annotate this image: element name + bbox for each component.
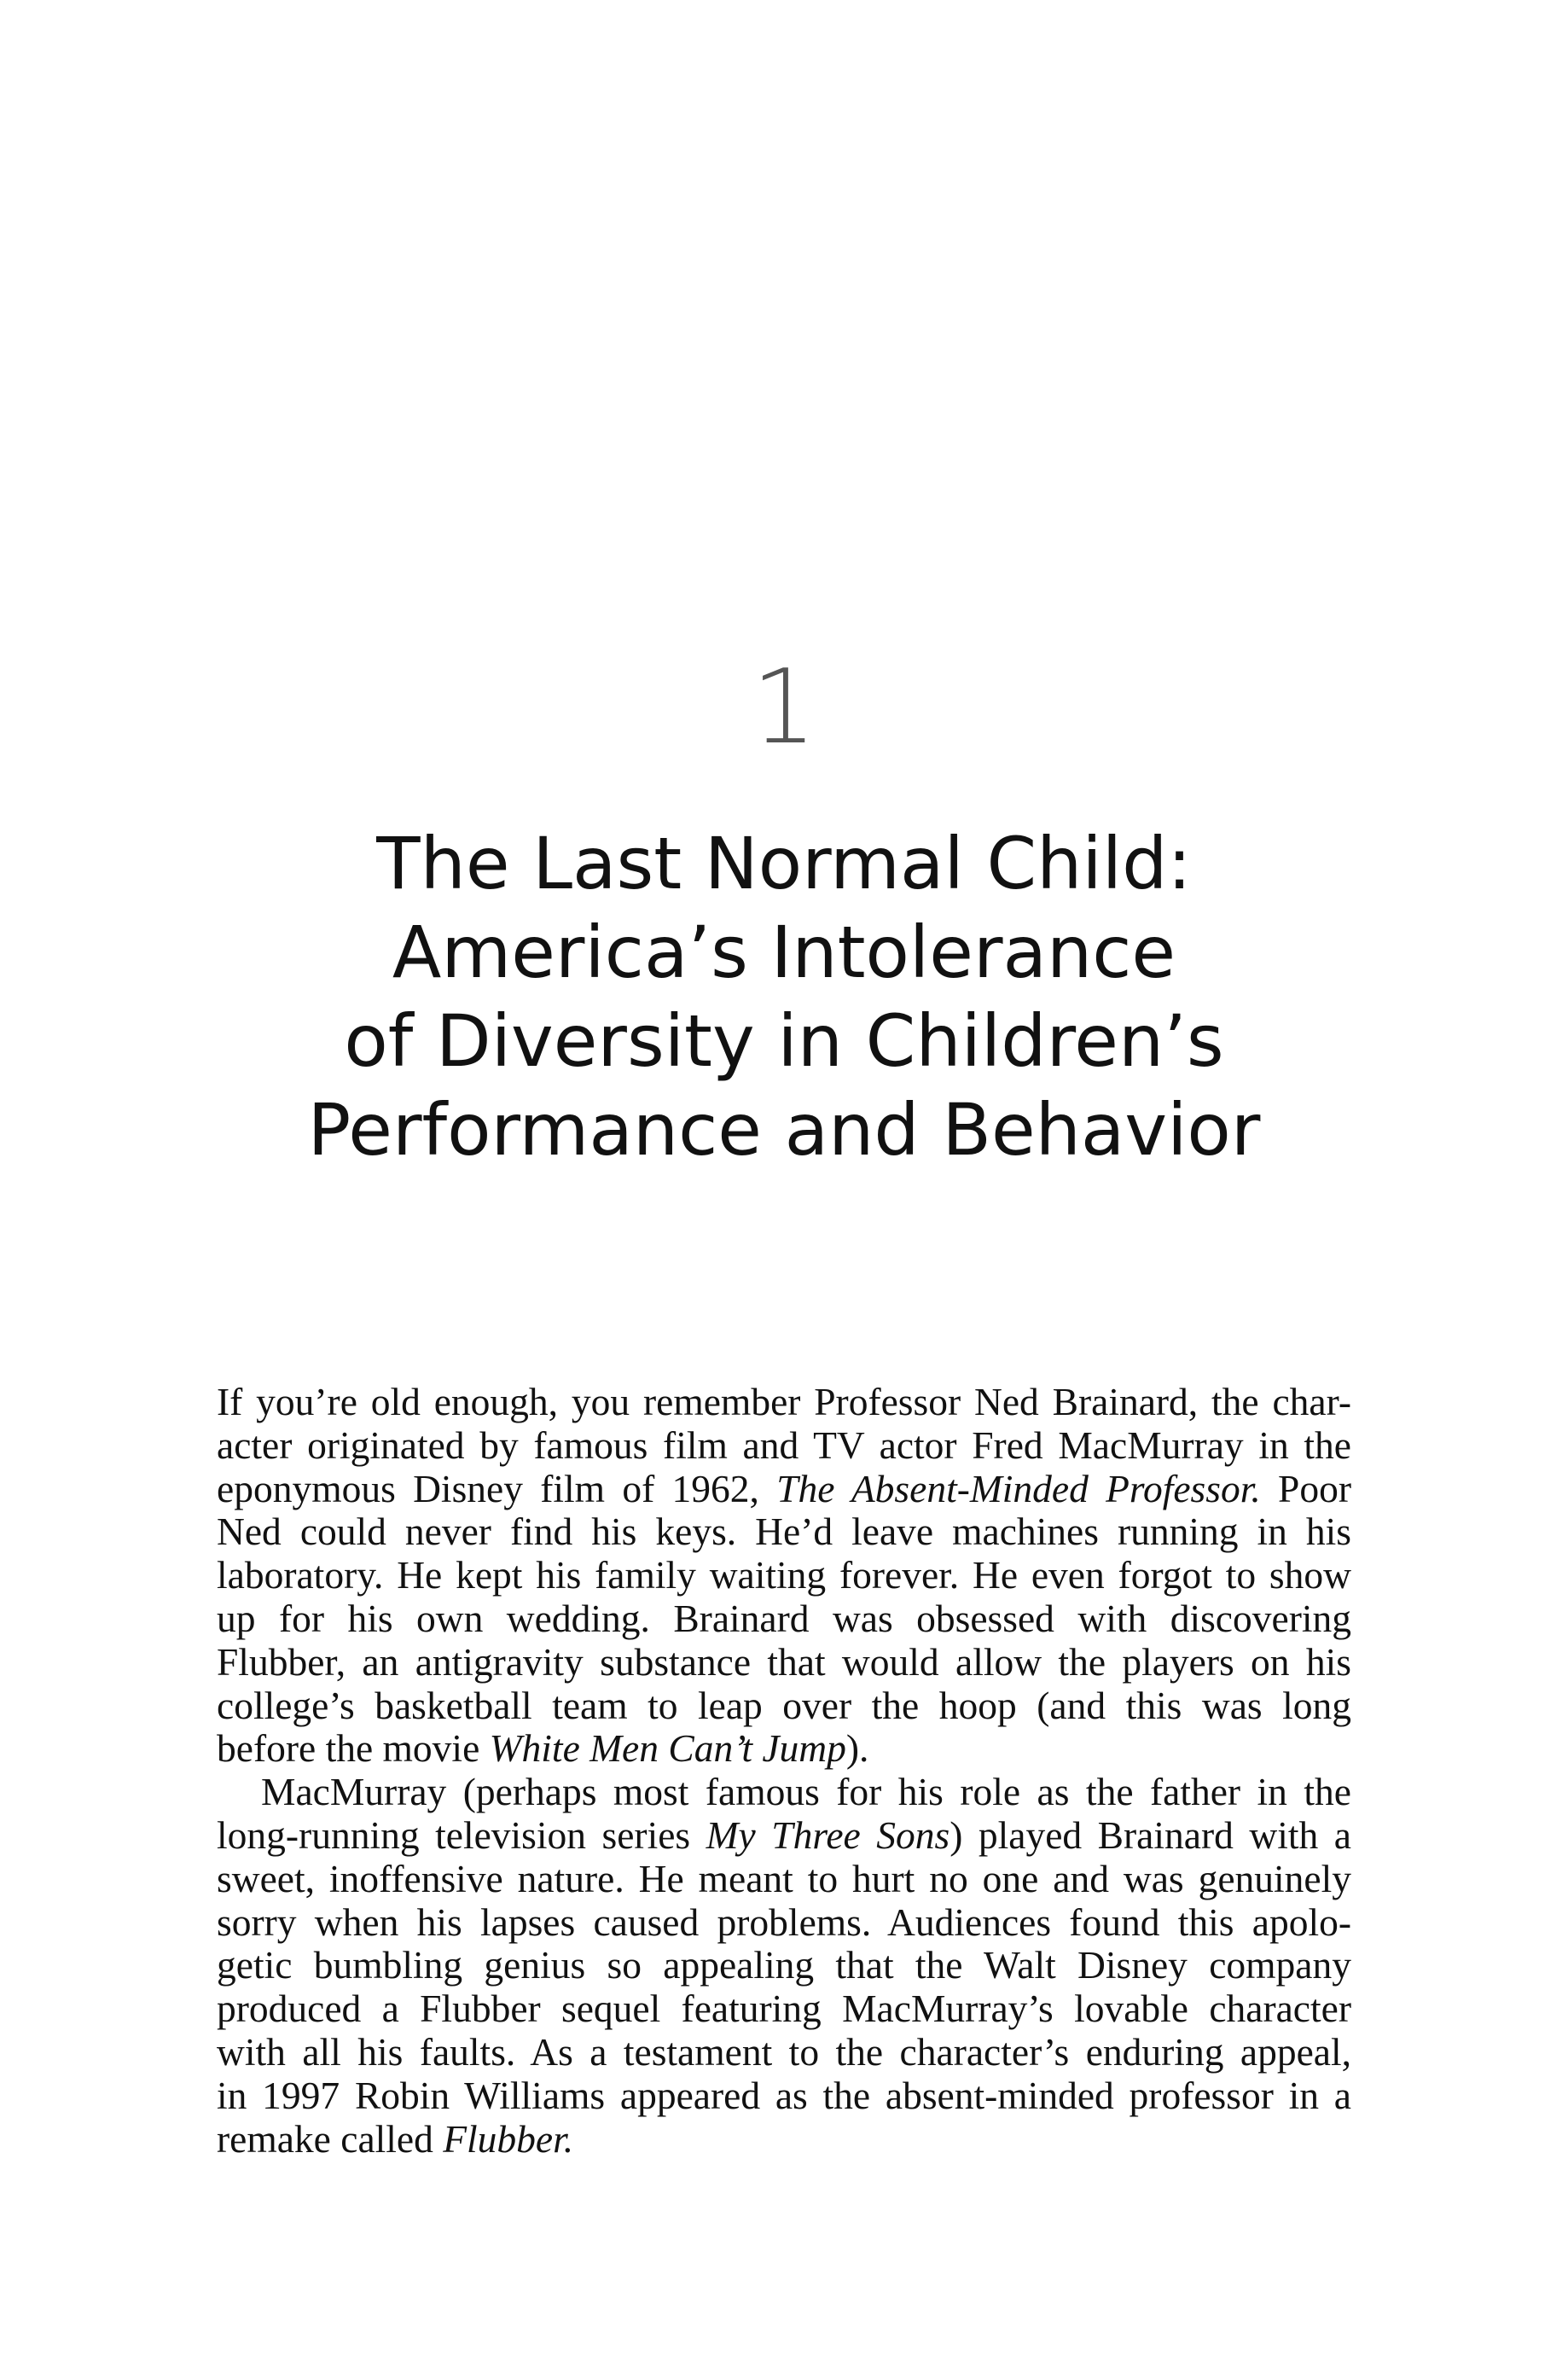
italic-title: My Three Sons bbox=[706, 1812, 950, 1857]
text-segment: MacMurray (perhaps most famous for his role as the father in the bbox=[261, 1770, 1351, 1814]
text-segment: Flubber, an antigravity substance that would allow the players on his bbox=[217, 1639, 1351, 1684]
chapter-title-line: The Last Normal Child: bbox=[376, 822, 1192, 905]
text-segment: sorry when his lapses caused problems. Audiences found this apolo- bbox=[217, 1900, 1351, 1944]
text-segment: college’s basketball team to leap over the hoop (and this was long bbox=[217, 1683, 1351, 1727]
text-line bbox=[217, 1987, 1351, 2031]
text-line bbox=[217, 1597, 1351, 1641]
text-segment: remake called bbox=[217, 2116, 444, 2161]
text-segment: sweet, inoffensive nature. He meant to hurt no one and was genuinely bbox=[217, 1856, 1351, 1900]
text-line bbox=[217, 1424, 1351, 1468]
text-line bbox=[217, 1381, 1351, 1424]
text-segment: laboratory. He kept his family waiting forever. He even forgot to show bbox=[217, 1553, 1351, 1597]
text-segment: with all his faults. As a testament to the character’s enduring appeal, bbox=[217, 2029, 1351, 2074]
chapter-title-line: Performance and Behavior bbox=[307, 1088, 1261, 1172]
text-segment: getic bumbling genius so appealing that the Walt Disney company bbox=[217, 1943, 1351, 1987]
paragraph-2 bbox=[217, 1771, 1351, 2161]
chapter-title bbox=[171, 819, 1397, 1174]
text-segment: If you’re old enough, you remember Professor Ned Brainard, the char- bbox=[217, 1380, 1351, 1423]
italic-title: Flubber. bbox=[443, 2116, 574, 2161]
chapter-title-line: of Diversity in Children’s bbox=[344, 999, 1224, 1083]
text-segment: eponymous Disney film of 1962, bbox=[217, 1466, 777, 1510]
chapter-title-line: America’s Intolerance bbox=[392, 911, 1176, 994]
text-line bbox=[217, 1901, 1351, 1945]
text-line bbox=[217, 2074, 1351, 2118]
text-line bbox=[217, 1468, 1351, 1511]
text-segment: ). bbox=[845, 1726, 869, 1771]
text-segment: produced a Flubber sequel featuring MacMurray’s lovable character bbox=[217, 1987, 1351, 2031]
text-segment: acter originated by famous film and TV actor Fred MacMurray in the bbox=[217, 1423, 1351, 1467]
text-line bbox=[217, 2031, 1351, 2074]
text-line bbox=[217, 1641, 1351, 1684]
text-line bbox=[217, 1554, 1351, 1597]
text-line bbox=[217, 1510, 1351, 1554]
chapter-number: 1 bbox=[751, 649, 817, 767]
text-segment: in 1997 Robin Williams appeared as the absent-minded professor in a bbox=[217, 2073, 1351, 2117]
text-line bbox=[217, 1771, 1351, 1814]
italic-title: White Men Can’t Jump bbox=[489, 1726, 846, 1771]
text-segment: up for his own wedding. Brainard was obsessed with discovering bbox=[217, 1596, 1351, 1640]
text-line bbox=[217, 1684, 1351, 1728]
text-line bbox=[217, 1858, 1351, 1901]
text-segment: Poor bbox=[1260, 1466, 1351, 1510]
paragraph-1 bbox=[217, 1381, 1351, 1771]
text-segment: before the movie bbox=[217, 1726, 490, 1771]
text-segment: long-running television series bbox=[217, 1812, 706, 1857]
body-text bbox=[217, 1381, 1351, 2161]
text-segment: Ned could never find his keys. He’d leave machines running in his bbox=[217, 1510, 1351, 1554]
text-line bbox=[217, 2118, 1351, 2161]
italic-title: The Absent-Minded Professor. bbox=[776, 1466, 1261, 1510]
text-segment: ) played Brainard with a bbox=[950, 1812, 1351, 1857]
text-line bbox=[217, 1944, 1351, 1987]
text-line bbox=[217, 1814, 1351, 1858]
text-line bbox=[217, 1727, 1351, 1771]
